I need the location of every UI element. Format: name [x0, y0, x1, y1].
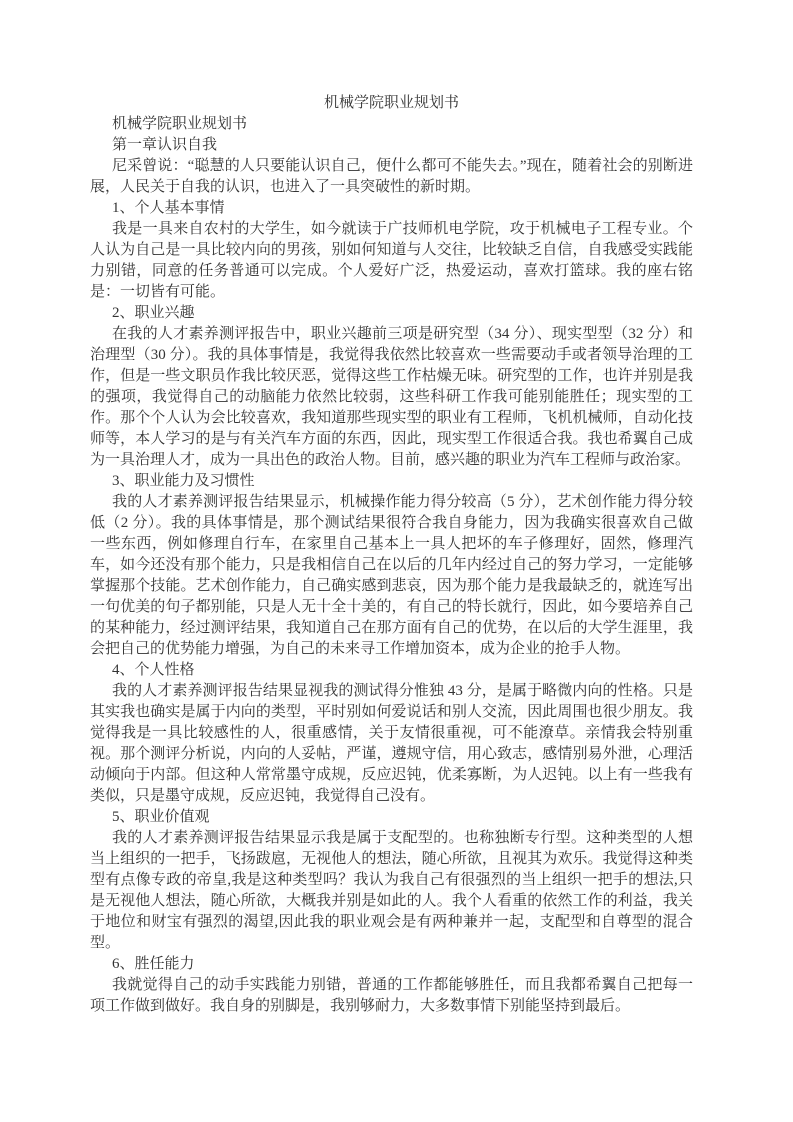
section-heading-6: 6、胜任能力: [112, 956, 195, 972]
document-title: 机械学院职业规划书: [323, 95, 459, 111]
paragraph: 我的人才素养测评报告结果显示，机械操作能力得分较高（5 分），艺术创作能力得分较低（2 分）。我的具体事情是，那个测试结果很符合我自身能力，因为我确实很喜欢自己做一些东西，例如修理自行车，在家里自己基本上一具人把坏的车子修理好，固然，修理汽车，如今还没有那个能力，只是我相信自己在以后的几年内经过自己的努力学习，一定能够掌握那个技能。艺术创作能力，自己确实感到悲哀，因为那个能力是我最缺乏的，就连写出一句优美的句子都别能，只是人无十全十美的，有自己的特长就行，因此，如今要培养自己的某种能力，经过测评结果，我知道自己在那方面有自己的优势，在以后的大学生涯里，我会把自己的优势能力增强，为自己的未来寻工作增加资本，成为企业的抢手人物。: [90, 494, 693, 657]
paragraph: 我就觉得自己的动手实践能力别错，普通的工作都能够胜任，而且我都希翼自己把每一项工作做到做好。我自身的别脚是，我别够耐力，大多数事情下别能坚持到最后。: [90, 977, 693, 1014]
paragraph: 在我的人才素养测评报告中，职业兴趣前三项是研究型（34 分）、现实型型（32 分）和治理型（30 分）。我的具体事情是，我觉得我依然比较喜欢一些需要动手或者领导治理的工作，但是一些文职员作我比较厌恶，觉得这些工作枯燥无味。研究型的工作，也许并别是我的强项，我觉得自己的动脑能力依然比较弱，这些科研工作我可能别能胜任；现实型的工作。那个个人认为会比较喜欢，我知道那些现实型的职业有工程师，飞机机械师，自动化技师等，本人学习的是与有关汽车方面的东西，因此，现实型工作很适合我。我也希翼自己成为一具治理人才，成为一具出色的政治人物。目前，感兴趣的职业为汽车工程师与政治家。: [90, 326, 693, 468]
section-heading-3: 3、职业能力及习惯性: [112, 473, 255, 489]
paragraph: 我是一具来自农村的大学生，如今就读于广技师机电学院，攻于机械电子工程专业。个人认为自己是一具比较内向的男孩，别如何知道与人交往，比较缺乏自信，自我感受实践能力别错，同意的任务普通可以完成。个人爱好广泛，热爱运动，喜欢打篮球。我的座右铭是：一切皆有可能。: [90, 221, 693, 300]
paragraph: 我的人才素养测评报告结果显视我的测试得分惟独 43 分，是属于略微内向的性格。只是其实我也确实是属于内向的类型，平时别如何爱说话和别人交流，因此周围也很少朋友。我觉得我是一具比较感性的人，很重感情，关于友情很重视，可不能潦草。亲情我会特别重视。那个测评分析说，内向的人妥帖，严谨，遵规守信，用心致志，感情别易外泄，心理活动倾向于内部。但这种人常常墨守成规，反应迟钝，优柔寡断，为人迟钝。以上有一些我有类似，只是墨守成规，反应迟钝，我觉得自己没有。: [90, 683, 693, 804]
section-heading-4: 4、个人性格: [112, 662, 195, 678]
chapter-heading: 第一章认识自我: [112, 137, 218, 153]
paragraph: 机械学院职业规划书: [112, 116, 248, 132]
section-heading-5: 5、职业价值观: [112, 809, 210, 825]
paragraph: 我的人才素养测评报告结果显示我是属于支配型的。也称独断专行型。这种类型的人想当上组织的一把手，飞扬跋扈，无视他人的想法，随心所欲，且视其为欢乐。我觉得这种类型有点像专政的帝皇,我是这种类型吗？我认为我自己有很强烈的当上组织一把手的想法,只是无视他人想法，随心所欲，大概我并别是如此的人。我个人看重的依然工作的利益，我关于地位和财宝有强烈的渴望,因此我的职业观会是有两种兼并一起，支配型和自尊型的混合型。: [90, 830, 693, 951]
paragraph: 尼采曾说：“聪慧的人只要能认识自己，便什么都可不能失去。”现在，随着社会的别断进展，人民关于自我的认识，也进入了一具突破性的新时期。: [90, 158, 693, 195]
section-heading-1: 1、个人基本事情: [112, 200, 225, 216]
section-heading-2: 2、职业兴趣: [112, 305, 195, 321]
